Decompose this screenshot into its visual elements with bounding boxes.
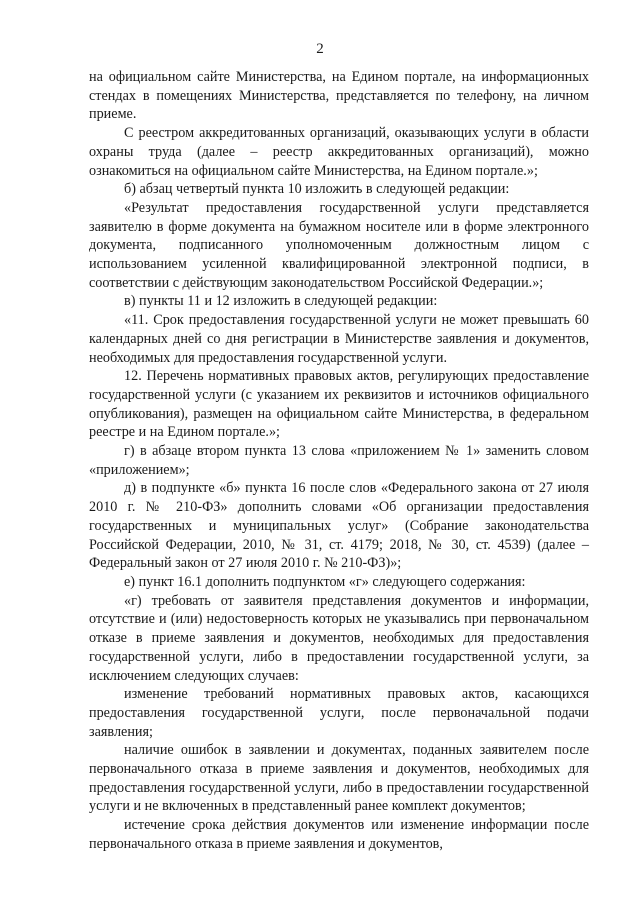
paragraph-11: «г) требовать от заявителя представления документов и информации, отсутствие и (или) недостоверность которых не указывались при первоначальном отказе в приеме заявления и документов, необходимых для предоставления государственной услуги, либо в предоставлении государственной услуги, за исключением следующих случаев: <box>89 592 589 684</box>
paragraph-4: «Результат предоставления государственной услуги представляется заявителю в форме документа на бумажном носителе или в форме электронного документа, подписанного уполномоченным должностным лицом с использованием усиленной квалифицированной электронной подписи, в соответствии с действующим законодательством Российской Федерации.»; <box>89 199 589 291</box>
paragraph-12: изменение требований нормативных правовых актов, касающихся предоставления государственной услуги, после первоначальной подачи заявления; <box>89 686 589 740</box>
paragraph-6: «11. Срок предоставления государственной услуги не может превышать 60 календарных дней со дня регистрации в Министерстве заявления и документов, необходимых для предоставления государственной услуги. <box>89 312 589 366</box>
paragraph-8: г) в абзаце втором пункта 13 слова «приложением № 1» заменить словом «приложением»; <box>89 443 589 478</box>
paragraph-3: б) абзац четвертый пункта 10 изложить в следующей редакции: <box>124 181 510 198</box>
paragraph-9: д) в подпункте «б» пункта 16 после слов «Федерального закона от 27 июля 2010 г. № 210-ФЗ» дополнить словами «Об организации предоставления государственных и муниципальных услуг» (Собрание законодательства Российской Федерации, 2010, № 31, ст. 4179; 2018, № 30, ст. 4539) (далее – Федеральный закон от 27 июля 2010 г. № 210-ФЗ)»; <box>89 480 589 572</box>
paragraph-1: на официальном сайте Министерства, на Едином портале, на информационных стендах в помещениях Министерства, представляется по телефону, на личном приеме. <box>89 69 589 123</box>
paragraph-14: истечение срока действия документов или изменение информации после первоначального отказа в приеме заявления и документов, <box>89 817 589 852</box>
document-body <box>89 68 589 854</box>
paragraph-5: в) пункты 11 и 12 изложить в следующей редакции: <box>124 293 438 310</box>
paragraph-2: С реестром аккредитованных организаций, оказывающих услуги в области охраны труда (далее – реестр аккредитованных организаций), можно ознакомиться на официальном сайте Министерства, на Едином портале.»; <box>89 125 589 179</box>
paragraph-10: е) пункт 16.1 дополнить подпунктом «г» следующего содержания: <box>124 573 526 590</box>
page-number: 2 <box>316 41 324 57</box>
paragraph-7: 12. Перечень нормативных правовых актов, регулирующих предоставление государственной услуги (с указанием их реквизитов и источников официального опубликования), размещен на официальном сайте Министерства, в федеральном реестре и на Едином портале.»; <box>89 368 589 441</box>
paragraph-13: наличие ошибок в заявлении и документах, поданных заявителем после первоначального отказа в приеме заявления и документов, необходимых для предоставления государственной услуги, либо в предоставлении государственной услуги и не включенных в представленный ранее комплект документов; <box>89 742 589 815</box>
